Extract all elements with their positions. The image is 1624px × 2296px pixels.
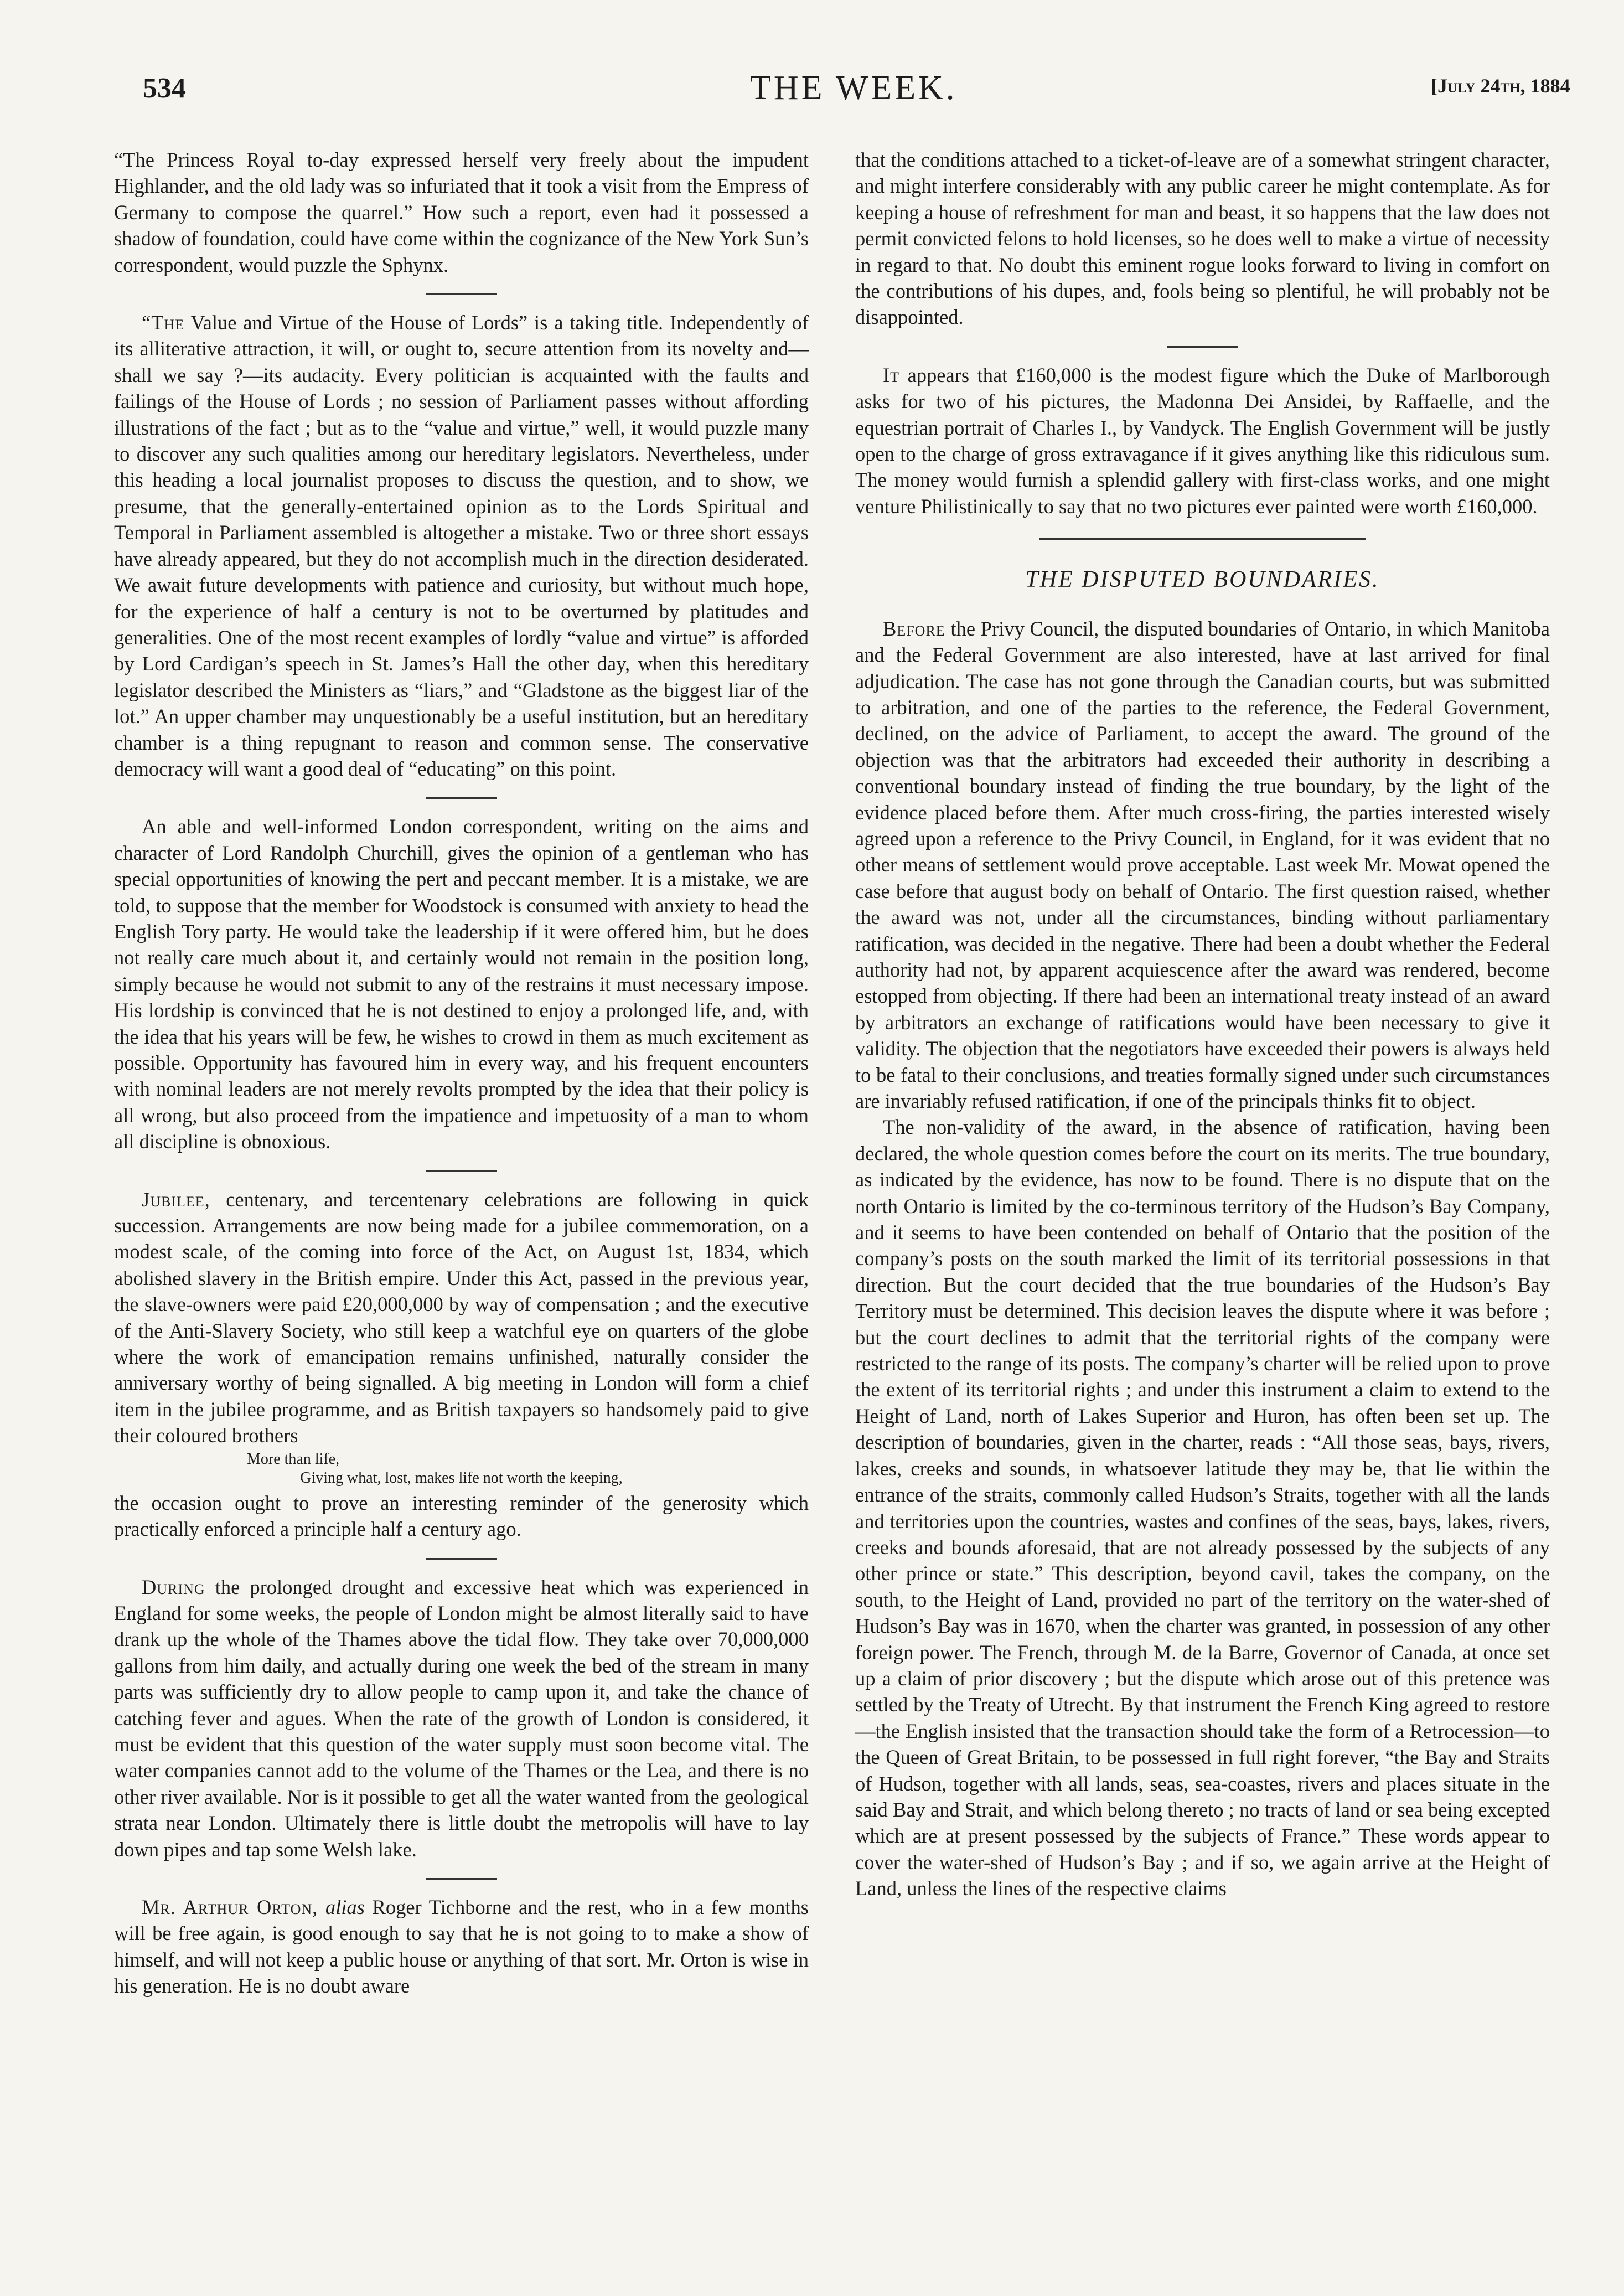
- paragraph-text: centenary, and tercentenary celebrations are following in quick succession. Arrangements are now being made for a jubilee commemoration, on a modest scale, of the coming into force of the Act, on August 1st, 1834, which abolished slavery in the British empire. Under this Act, passed in the previous year, the slave-owners were paid £20,000,000 by way of compensation ; and the executive of the Anti-Slavery Society, who still keep a watchful eye on quarters of the globe where the work of emancipation remains unfinished, naturally consider the anniversary worthy of being signalled. A big meeting in London will form a chief item in the jubilee programme, and as British taxpayers so handsomely paid to give their coloured brothers: [114, 1188, 809, 1447]
- page-header: [0, 69, 1624, 116]
- article-paragraph: [114, 1574, 809, 1862]
- paragraph-lead: Jubilee,: [142, 1188, 210, 1211]
- section-rule: [1039, 538, 1366, 540]
- paragraph-text: the prolonged drought and excessive heat which was experienced in England for some weeks, the people of London might be almost literally said to have drank up the whole of the Thames above the tidal flow. They take over 70,000,000 gallons from him daily, and actually during one week the bed of the stream in many parts was sufficiently dry to allow people to camp upon it, and take the chance of catching fever and agues. When the rate of the growth of London is considered, it must be evident that this question of the water supply must soon become vital. The water companies cannot add to the volume of the Thames or the Lea, and there is no other river available. Nor is it possible to get all the water wanted from the geological strata near London. Ultimately there is little doubt the metropolis will have to lay down pipes and tap some Welsh lake.: [114, 1575, 809, 1861]
- paragraph-text: Value and Virtue of the House of Lords” is a taking title. Independently of its alliterative attraction, it will, or ought to, secure attention from its novelty and—shall we say ?—its audacity. Every politician is acquainted with the faults and failings of the House of Lords ; no session of Parliament passes without affording illustrations of the fact ; but as to the “value and virtue,” well, it would puzzle many to discover any such qualities among our hereditary legislators. Nevertheless, under this heading a local journalist proposes to discuss the question, and to show, we presume, that the generally-entertained opinion as to the Lords Spiritual and Temporal in Parliament assembled is altogether a mistake. Two or three short essays have already appeared, but they do not accomplish much in the direction desiderated. We await future developments with patience and curiosity, but without much hope, for the experience of half a century is not to be overturned by platitudes and generalities. One of the most recent examples of lordly “value and virtue” is afforded by Lord Cardigan’s speech in St. James’s Hall the other day, when this hereditary legislator described the Ministers as “liars,” and “Gladstone as the biggest liar of the lot.” An upper chamber may unquestionably be a useful institution, but an hereditary chamber is a thing repugnant to reason and common sense. The conservative democracy will want a good deal of “educating” on this point.: [114, 311, 809, 780]
- article-paragraph: [855, 616, 1550, 1115]
- verse-quote: [114, 1450, 809, 1488]
- section-divider: [426, 1878, 497, 1880]
- paragraph-text: the occasion ought to prove an interesting reminder of the generosity which practically enforced a principle half a century ago.: [114, 1491, 809, 1541]
- verse-line: Giving what, lost, makes life not worth the keeping,: [300, 1469, 623, 1487]
- section-divider: [426, 1170, 497, 1172]
- article-paragraph: [855, 147, 1550, 331]
- paragraph-text: “The Princess Royal to-day expressed herself very freely about the impudent Highlander, and the old lady was so infuriated that it took a visit from the Empress of Germany to compose the quarrel.” How such a report, even had it possessed a shadow of foundation, could have come within the cognizance of the New York Sun’s correspondent, would puzzle the Sphynx.: [114, 148, 809, 276]
- article-paragraph: [114, 147, 809, 278]
- section-divider: [426, 1558, 497, 1560]
- article-paragraph: [114, 1894, 809, 1999]
- italic-word: alias: [325, 1895, 365, 1918]
- paragraph-text: appears that £160,000 is the modest figure which the Duke of Marlborough asks for two of his pictures, the Madonna Dei Ansidei, by Raffaelle, and the equestrian portrait of Charles I., by Vandyck. The English Government will be justly open to the charge of gross extravagance if it gives anything like this ridiculous sum. The money would furnish a splendid gallery with first-class works, and one might venture Philistinically to say that no two pictures ever painted were worth £160,000.: [855, 363, 1550, 518]
- left-column: [114, 147, 809, 1999]
- paragraph-lead: During: [142, 1575, 205, 1598]
- paragraph-lead: It: [883, 363, 900, 386]
- masthead-title: THE WEEK.: [750, 69, 958, 107]
- article-paragraph: [114, 813, 809, 1154]
- paragraph-text: The non-validity of the award, in the absence of ratification, having been declared, the whole question comes before the court on its merits. The true boundary, as indicated by the evidence, has now to be found. There is no dispute that on the north Ontario is limited by the co-terminous territory of the Hudson’s Bay Company, and it seems to have been contended on behalf of Ontario that the position of the company’s posts on the south marked the limit of its territorial possessions in that direction. But the court decided that the true boundaries of the Hudson’s Bay Territory must be determined. This decision leaves the dispute where it was before ; but the court declines to admit that the territorial rights of the company were restricted to the range of its posts. The company’s charter will be relied upon to prove the extent of its territorial rights ; and under this instrument a claim to extend to the Height of Land, north of Lakes Superior and Huron, has often been set up. The description of boundaries, given in the charter, reads : “All those seas, bays, rivers, lakes, creeks and sounds, in whatsoever latitude they may be, that lie within the entrance of the straits, commonly called Hudson’s Straits, together with all the lands and territories upon the countries, wastes and confines of the seas, bays, lakes, rivers, creeks and bounds aforesaid, that are not already possessed by the subjects of any other prince or state.” This description, beyond cavil, takes the company, on the south, to the Height of Land, provided no part of the territory on the water-shed of Hudson’s Bay was in 1670, when the charter was granted, in possession of any other foreign power. The French, through M. de la Barre, Governor of Canada, at once set up a claim of prior discovery ; but the dispute which arose out of this pretence was settled by the Treaty of Utrecht. By that instrument the French King agreed to restore—the English insisted that the transaction should take the form of a Retrocession—to the Queen of Great Britain, to be possessed in full right forever, “the Bay and Straits of Hudson, together with all lands, seas, sea-coastes, rivers and places situate in the said Bay and Strait, and which belong thereto ; no tracts of land or sea being excepted which are at present possessed by the subjects of France.” These words appear to cover the water-shed of Hudson’s Bay ; and if so, we again arrive at the Height of Land, unless the lines of the respective claims: [855, 1116, 1550, 1900]
- paragraph-text: the Privy Council, the disputed boundaries of Ontario, in which Manitoba and the Federal Government are also interested, have at last arrived for final adjudication. The case has not gone through the Canadian courts, but was submitted to arbitration, and one of the parties to the reference, the Federal Government, declined, on the advice of Parliament, to accept the award. The ground of the objection was that the arbitrators had exceeded their authority in describing a conventional boundary instead of finding the true boundary, by the light of the evidence placed before them. After much cross-firing, the parties interested wisely agreed upon a reference to the Privy Council, in England, for it was evident that no other means of settlement would prove acceptable. Last week Mr. Mowat opened the case before that august body on behalf of Ontario. The first question raised, whether the award was not, under all the circumstances, binding without parliamentary ratification, was decided in the negative. There had been a doubt whether the Federal authority had not, by apparent acquiescence after the award was rendered, become estopped from objecting. If there had been an international treaty instead of an award by arbitrators an exchange of ratifications would have been necessary to give it validity. The objection that the negotiators have exceeded their powers is always held to be fatal to their conclusions, and treaties formally signed under such circumstances are invariably refused ratification, if one of the principals thinks fit to object.: [855, 617, 1550, 1112]
- article-paragraph: [855, 1114, 1550, 1901]
- paragraph-lead: Before: [883, 617, 945, 640]
- article-paragraph: [114, 1186, 809, 1449]
- paragraph-text: An able and well-informed London correspondent, writing on the aims and character of Lord Randolph Churchill, gives the opinion of a gentleman who has special opportunities of knowing the pert and peccant member. It is a mistake, we are told, to suppose that the member for Woodstock is consumed with anxiety to head the English Tory party. He would take the leadership if it were offered him, but he does not really care much about it, and certainly would not remain in the position long, simply because he would not submit to any of the restrains it must necessary impose. His lordship is convinced that he is not destined to enjoy a prolonged life, and, with the idea that his years will be few, he wishes to crowd in them as much excitement as possible. Opportunity has favoured him in every way, and his frequent encounters with nominal leaders are not merely revolts prompted by the idea that their policy is all wrong, but also proceed from the impatience and impetuosity of a man to whom all discipline is obnoxious.: [114, 815, 809, 1153]
- paragraph-lead: Mr. Arthur Orton,: [142, 1895, 318, 1918]
- section-divider: [1167, 346, 1238, 348]
- paragraph-text: Roger Tichborne and the rest, who in a few months will be free again, is good enough to say that he is not going to to make a show of himself, and will not keep a public house or anything of that sort. Mr. Orton is wise in his generation. He is no doubt aware: [114, 1895, 809, 1998]
- article-paragraph: [114, 1490, 809, 1542]
- article-paragraph: [855, 362, 1550, 519]
- section-divider: [426, 797, 497, 799]
- paragraph-lead: “The: [142, 311, 185, 334]
- article-paragraph: [114, 309, 809, 782]
- section-heading: THE DISPUTED BOUNDARIES.: [1025, 567, 1380, 593]
- page-number: 534: [143, 73, 186, 104]
- paragraph-text: that the conditions attached to a ticket-of-leave are of a somewhat stringent character, and might interfere considerably with any public career he might contemplate. As for keeping a house of refreshment for man and beast, it so happens that the law does not permit convicted felons to hold licenses, so he does well to make a virtue of necessity in regard to that. No doubt this eminent rogue looks forward to living in comfort on the contributions of his dupes, and, fools being so plentiful, he will probably not be disappointed.: [855, 148, 1550, 329]
- right-column: [855, 147, 1550, 1902]
- section-divider: [426, 293, 497, 295]
- issue-date: [July 24th, 1884: [1431, 75, 1570, 97]
- verse-line: More than life,: [247, 1450, 340, 1468]
